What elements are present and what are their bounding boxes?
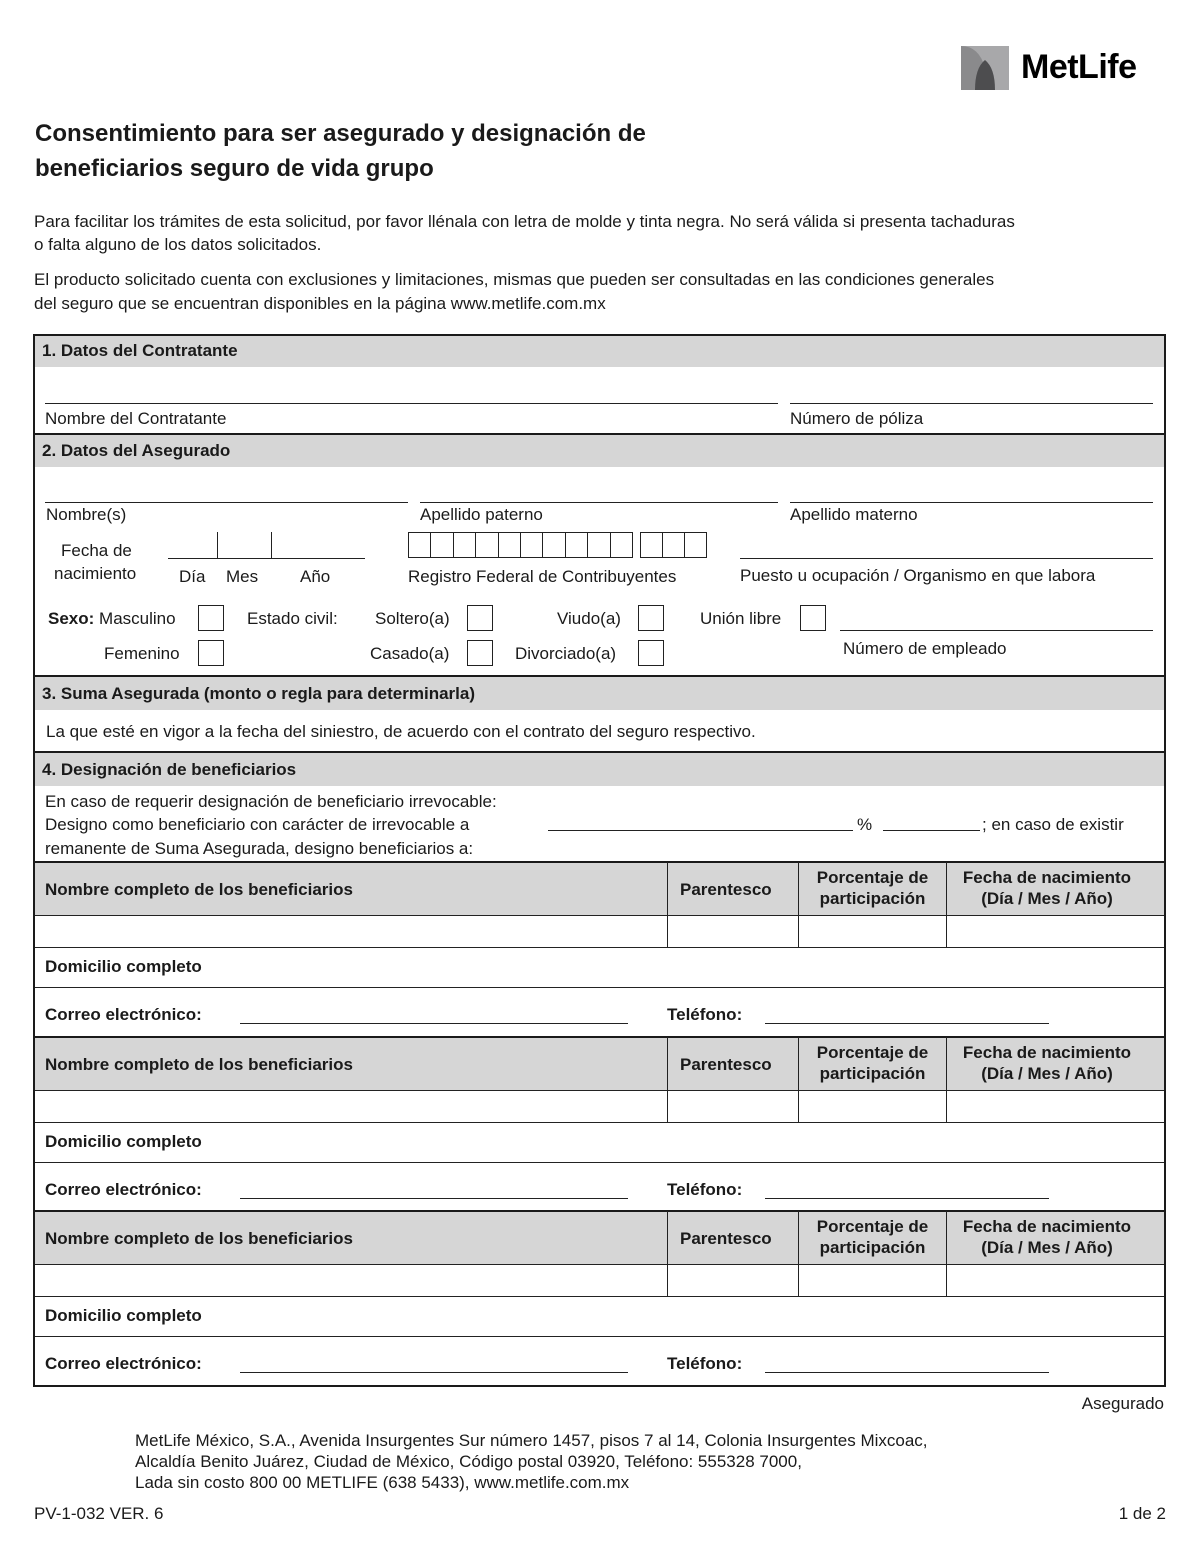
beneficiary-name-cell[interactable] — [36, 1265, 666, 1295]
numero-empleado-field[interactable] — [840, 630, 1153, 631]
irrevocable-beneficiary-field[interactable] — [548, 830, 853, 831]
col-fecha-header: (Día / Mes / Año) — [981, 889, 1113, 908]
col-nombre-header: Nombre completo de los beneficiarios — [45, 1229, 353, 1248]
irrevocable-text: ; en caso de existir — [982, 815, 1124, 834]
divider — [217, 532, 218, 558]
col-parentesco-header: Parentesco — [680, 1229, 772, 1248]
telefono-field[interactable] — [765, 1372, 1049, 1373]
col-porcentaje-header: Porcentaje de — [816, 1043, 929, 1062]
telefono-field[interactable] — [765, 1023, 1049, 1024]
soltero-label: Soltero(a) — [375, 609, 450, 628]
section-3-title: 3. Suma Asegurada (monto o regla para determinarla) — [42, 684, 475, 703]
irrevocable-text: En caso de requerir designación de beneficiario irrevocable: — [45, 792, 497, 811]
viudo-checkbox[interactable] — [638, 605, 664, 631]
footer-address: Alcaldía Benito Juárez, Ciudad de México, Código postal 03920, Teléfono: 555328 7000, — [135, 1452, 802, 1471]
nombre-field[interactable] — [45, 502, 408, 503]
divider — [35, 1336, 1164, 1337]
telefono-label: Teléfono: — [667, 1005, 743, 1024]
femenino-label: Femenino — [104, 644, 180, 663]
section-2-title: 2. Datos del Asegurado — [42, 441, 231, 460]
correo-field[interactable] — [240, 1198, 628, 1199]
irrevocable-text: remanente de Suma Asegurada, designo beneficiarios a: — [45, 839, 474, 858]
masculino-label: Masculino — [99, 609, 176, 628]
dia-label: Día — [179, 567, 206, 586]
divorciado-label: Divorciado(a) — [515, 644, 617, 663]
femenino-checkbox[interactable] — [198, 640, 224, 666]
irrevocable-text: Designo como beneficiario con carácter de irrevocable a — [45, 815, 470, 834]
divider — [35, 1162, 1164, 1163]
intro-text: o falta alguno de los datos solicitados. — [34, 235, 322, 254]
domicilio-field[interactable] — [230, 1298, 1160, 1334]
col-fecha-header: (Día / Mes / Año) — [981, 1238, 1113, 1257]
col-fecha-header: (Día / Mes / Año) — [981, 1064, 1113, 1083]
beneficiary-name-cell[interactable] — [36, 916, 666, 946]
beneficiary-fecha-cell[interactable] — [947, 916, 1163, 946]
intro-text: El producto solicitado cuenta con exclusiones y limitaciones, mismas que pueden ser consultadas en las condiciones generales — [34, 270, 995, 289]
section-1-title: 1. Datos del Contratante — [42, 341, 238, 360]
correo-field[interactable] — [240, 1023, 628, 1024]
beneficiary-porcentaje-cell[interactable] — [799, 916, 945, 946]
col-parentesco-header: Parentesco — [680, 880, 772, 899]
correo-label: Correo electrónico: — [45, 1180, 202, 1199]
sexo-label: Sexo: — [48, 609, 95, 628]
beneficiary-porcentaje-cell[interactable] — [799, 1265, 945, 1295]
puesto-field[interactable] — [740, 558, 1153, 559]
divider — [35, 947, 1164, 948]
union-libre-label: Unión libre — [700, 609, 782, 628]
poliza-label: Número de póliza — [790, 409, 924, 428]
col-fecha-header: Fecha de nacimiento — [962, 868, 1132, 887]
divider — [35, 1296, 1164, 1297]
rfc-label: Registro Federal de Contribuyentes — [408, 567, 677, 586]
divider — [35, 1122, 1164, 1123]
apellido-materno-field[interactable] — [790, 502, 1153, 503]
apellido-paterno-field[interactable] — [420, 502, 778, 503]
soltero-checkbox[interactable] — [467, 605, 493, 631]
union-libre-checkbox[interactable] — [800, 605, 826, 631]
intro-text: del seguro que se encuentran disponibles en la página www.metlife.com.mx — [34, 294, 606, 313]
telefono-field[interactable] — [765, 1198, 1049, 1199]
beneficiary-porcentaje-cell[interactable] — [799, 1091, 945, 1121]
domicilio-label: Domicilio completo — [45, 1132, 202, 1151]
col-fecha-header: Fecha de nacimiento — [962, 1217, 1132, 1236]
col-parentesco-header: Parentesco — [680, 1055, 772, 1074]
col-fecha-header: Fecha de nacimiento — [962, 1043, 1132, 1062]
rfc-boxes[interactable] — [408, 532, 633, 558]
form-code: PV-1-032 VER. 6 — [34, 1504, 164, 1523]
metlife-logo — [961, 46, 1171, 92]
puesto-label: Puesto u ocupación / Organismo en que labora — [740, 566, 1096, 585]
correo-field[interactable] — [240, 1372, 628, 1373]
col-porcentaje-header: participación — [819, 889, 926, 908]
beneficiary-parentesco-cell[interactable] — [668, 1265, 797, 1295]
domicilio-field[interactable] — [230, 1124, 1160, 1160]
contratante-field[interactable] — [45, 403, 778, 404]
fecha-nacimiento-field[interactable] — [168, 558, 365, 559]
col-nombre-header: Nombre completo de los beneficiarios — [45, 880, 353, 899]
divorciado-checkbox[interactable] — [638, 640, 664, 666]
domicilio-label: Domicilio completo — [45, 957, 202, 976]
intro-text: Para facilitar los trámites de esta solicitud, por favor llénala con letra de molde y tinta negra. No será válida si presenta tachaduras — [34, 212, 1015, 231]
asegurado-signature-label: Asegurado — [1081, 1394, 1164, 1413]
divider — [35, 987, 1164, 988]
correo-label: Correo electrónico: — [45, 1005, 202, 1024]
rfc-homoclave-boxes[interactable] — [640, 532, 707, 558]
col-porcentaje-header: participación — [819, 1064, 926, 1083]
casado-label: Casado(a) — [370, 644, 450, 663]
irrevocable-percent-field[interactable] — [883, 830, 980, 831]
beneficiary-name-cell[interactable] — [36, 1091, 666, 1121]
domicilio-field[interactable] — [230, 949, 1160, 985]
mes-label: Mes — [226, 567, 259, 586]
materno-label: Apellido materno — [790, 505, 918, 524]
paterno-label: Apellido paterno — [420, 505, 543, 524]
fecha-label: nacimiento — [54, 564, 137, 583]
footer-address: MetLife México, S.A., Avenida Insurgentes Sur número 1457, pisos 7 al 14, Colonia Insurgentes Mixcoac, — [135, 1431, 928, 1450]
page-title-line2: beneficiarios seguro de vida grupo — [35, 155, 434, 182]
divider — [271, 532, 272, 558]
page-number: 1 de 2 — [1118, 1504, 1166, 1523]
page-title-line1: Consentimiento para ser asegurado y designación de — [35, 120, 646, 147]
footer-address: Lada sin costo 800 00 METLIFE (638 5433), www.metlife.com.mx — [135, 1473, 630, 1492]
casado-checkbox[interactable] — [467, 640, 493, 666]
suma-asegurada-text: La que esté en vigor a la fecha del siniestro, de acuerdo con el contrato del seguro respectivo. — [46, 722, 756, 741]
section-4-title: 4. Designación de beneficiarios — [42, 760, 297, 779]
metlife-m-icon — [961, 46, 1009, 90]
correo-label: Correo electrónico: — [45, 1354, 202, 1373]
col-porcentaje-header: participación — [819, 1238, 926, 1257]
nombre-label: Nombre(s) — [46, 505, 127, 524]
beneficiary-parentesco-cell[interactable] — [668, 916, 797, 946]
domicilio-label: Domicilio completo — [45, 1306, 202, 1325]
contratante-label: Nombre del Contratante — [45, 409, 227, 428]
masculino-checkbox[interactable] — [198, 605, 224, 631]
logo-text: MetLife — [1021, 48, 1137, 86]
percent-label: % — [857, 815, 873, 834]
estado-civil-label: Estado civil: — [247, 609, 338, 628]
beneficiary-parentesco-cell[interactable] — [668, 1091, 797, 1121]
col-porcentaje-header: Porcentaje de — [816, 1217, 929, 1236]
viudo-label: Viudo(a) — [557, 609, 621, 628]
empleado-label: Número de empleado — [843, 639, 1007, 658]
fecha-label: Fecha de — [61, 541, 132, 560]
telefono-label: Teléfono: — [667, 1180, 743, 1199]
beneficiary-fecha-cell[interactable] — [947, 1265, 1163, 1295]
telefono-label: Teléfono: — [667, 1354, 743, 1373]
anio-label: Año — [300, 567, 331, 586]
beneficiary-fecha-cell[interactable] — [947, 1091, 1163, 1121]
col-nombre-header: Nombre completo de los beneficiarios — [45, 1055, 353, 1074]
col-porcentaje-header: Porcentaje de — [816, 868, 929, 887]
poliza-field[interactable] — [790, 403, 1153, 404]
